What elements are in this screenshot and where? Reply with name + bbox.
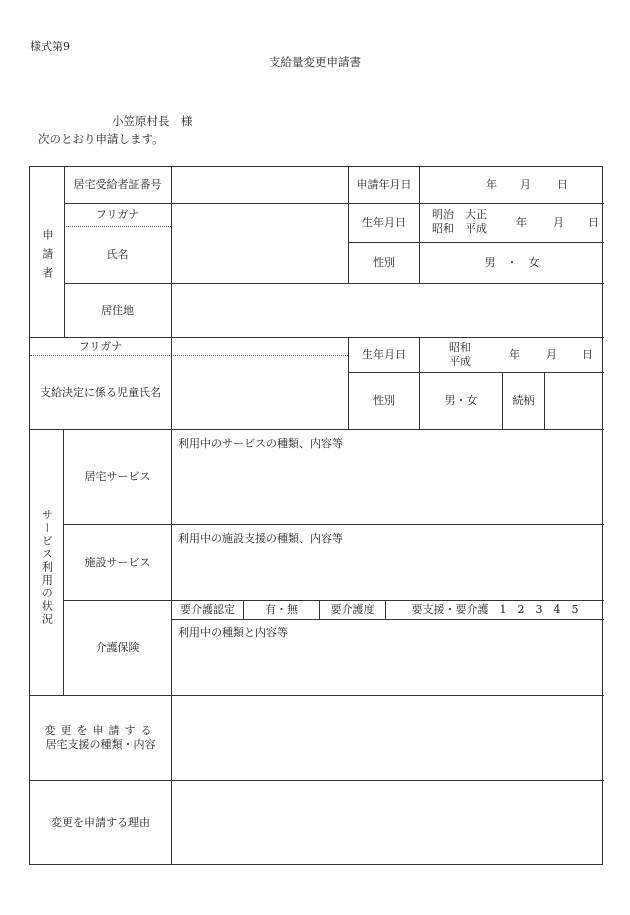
application-form — [29, 166, 603, 865]
child-era-row-1: 昭和 — [449, 341, 471, 354]
care-cert-label: 要介護認定 — [180, 603, 235, 617]
care-cert-options[interactable]: 有・無 — [265, 603, 298, 617]
home-service-field[interactable] — [172, 430, 604, 524]
addressee: 小笠原村長 様 — [112, 114, 193, 128]
child-name-label: 支給決定に係る児童氏名 — [40, 385, 161, 399]
relationship-label: 続柄 — [512, 394, 535, 408]
era-row-1: 明治 大正 — [432, 208, 487, 221]
care-note: 利用中の種類と内容等 — [178, 626, 288, 639]
facility-service-label: 施設サービス — [84, 555, 151, 569]
home-service-label: 居宅サービス — [84, 470, 151, 484]
applicant-name-label: 氏名 — [106, 248, 129, 262]
change-reason-label: 変更を申請する理由 — [51, 816, 150, 830]
home-service-note: 利用中のサービスの種類、内容等 — [178, 437, 343, 450]
applicant-birthdate-label: 生年月日 — [362, 216, 406, 230]
change-request-label: 変更を申請する 居宅支援の種類・内容 — [44, 724, 157, 751]
change-request-field[interactable] — [172, 696, 604, 780]
child-era-row-2: 平成 — [449, 355, 471, 369]
applicant-birthdate-field[interactable]: 明治 大正 昭和 平成 年 月 日 — [432, 208, 599, 236]
applicant-furigana-label: フリガナ — [95, 208, 140, 222]
applicant-section-label: 申 請 者 — [40, 228, 54, 286]
facility-service-note: 利用中の施設支援の種類、内容等 — [178, 532, 343, 545]
child-name-field[interactable] — [172, 338, 348, 429]
applicant-sex-label: 性別 — [373, 256, 395, 270]
service-usage-section-label: サービス利用の状況 — [40, 508, 54, 626]
care-insurance-label: 介護保険 — [95, 641, 140, 655]
care-insurance-field[interactable] — [172, 620, 604, 695]
application-date-field[interactable]: 年 月 日 — [486, 178, 568, 192]
intro-text: 次のとおり申請します。 — [38, 132, 164, 146]
applicant-name-field[interactable] — [172, 204, 348, 283]
child-birthdate-label: 生年月日 — [362, 348, 406, 362]
relationship-field[interactable] — [545, 373, 604, 429]
form-number: 様式第9 — [30, 40, 70, 53]
page-title: 支給量変更申請書 — [269, 55, 361, 69]
care-level-options[interactable]: 要支援・要介護 1 2 3 4 5 — [411, 603, 579, 617]
change-reason-field[interactable] — [172, 781, 604, 865]
application-date-label: 申請年月日 — [356, 178, 412, 192]
care-level-label: 要介護度 — [330, 603, 375, 617]
applicant-sex-options[interactable]: 男 ・ 女 — [484, 256, 540, 270]
recipient-id-label: 居宅受給者証番号 — [73, 178, 162, 192]
era-row-2: 昭和 平成 — [432, 222, 487, 236]
address-label: 居住地 — [101, 303, 134, 317]
child-sex-label: 性別 — [373, 394, 395, 408]
child-birthdate-field[interactable]: 昭和 平成 年 月 日 — [449, 341, 593, 369]
child-furigana-label: フリガナ — [78, 339, 123, 353]
address-field[interactable] — [172, 284, 604, 337]
recipient-id-field[interactable] — [172, 167, 348, 203]
child-sex-options[interactable]: 男・女 — [444, 394, 478, 408]
facility-service-field[interactable] — [172, 525, 604, 600]
